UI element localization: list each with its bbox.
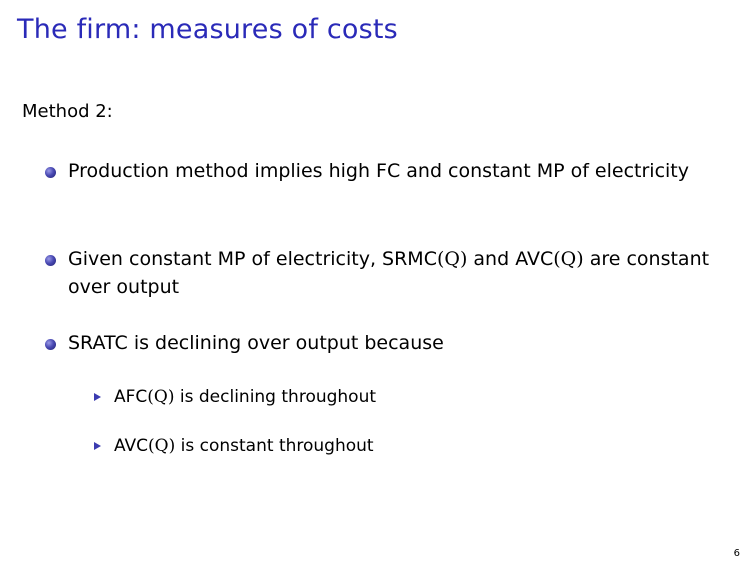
triangle-bullet-icon	[94, 393, 101, 401]
math-q: (Q)	[436, 248, 468, 270]
method-heading: Method 2:	[22, 101, 113, 122]
sub-bullet-post: is constant throughout	[175, 436, 374, 456]
math-q: (Q)	[147, 387, 175, 407]
math-q: (Q)	[553, 248, 584, 270]
sub-bullet-avc	[114, 434, 374, 458]
sub-bullet-pre: AFC	[114, 387, 148, 407]
bullet-ball-icon	[45, 339, 56, 350]
sub-bullet-afc	[114, 385, 376, 409]
page-number: 6	[733, 548, 740, 559]
bullet-item-sratc-declining	[68, 329, 718, 357]
sub-bullet-post: is declining throughout	[174, 387, 377, 407]
bullet-ball-icon	[45, 255, 56, 266]
bullet-text-part: are constant over output	[68, 248, 710, 298]
bullet-item-production-method	[68, 157, 718, 185]
sub-bullet-pre: AVC	[114, 436, 149, 456]
bullet-item-constant-mp	[68, 245, 718, 301]
bullet-text: SRATC is declining over output because	[68, 332, 444, 354]
bullet-ball-icon	[45, 167, 56, 178]
math-q: (Q)	[148, 436, 176, 456]
triangle-bullet-icon	[94, 442, 101, 450]
bullet-text: Production method implies high FC and constant MP of electricity	[68, 160, 689, 182]
slide-title: The firm: measures of costs	[17, 14, 398, 45]
bullet-text-part: and AVC	[467, 248, 554, 270]
bullet-text-part: Given constant MP of electricity, SRMC	[68, 248, 437, 270]
